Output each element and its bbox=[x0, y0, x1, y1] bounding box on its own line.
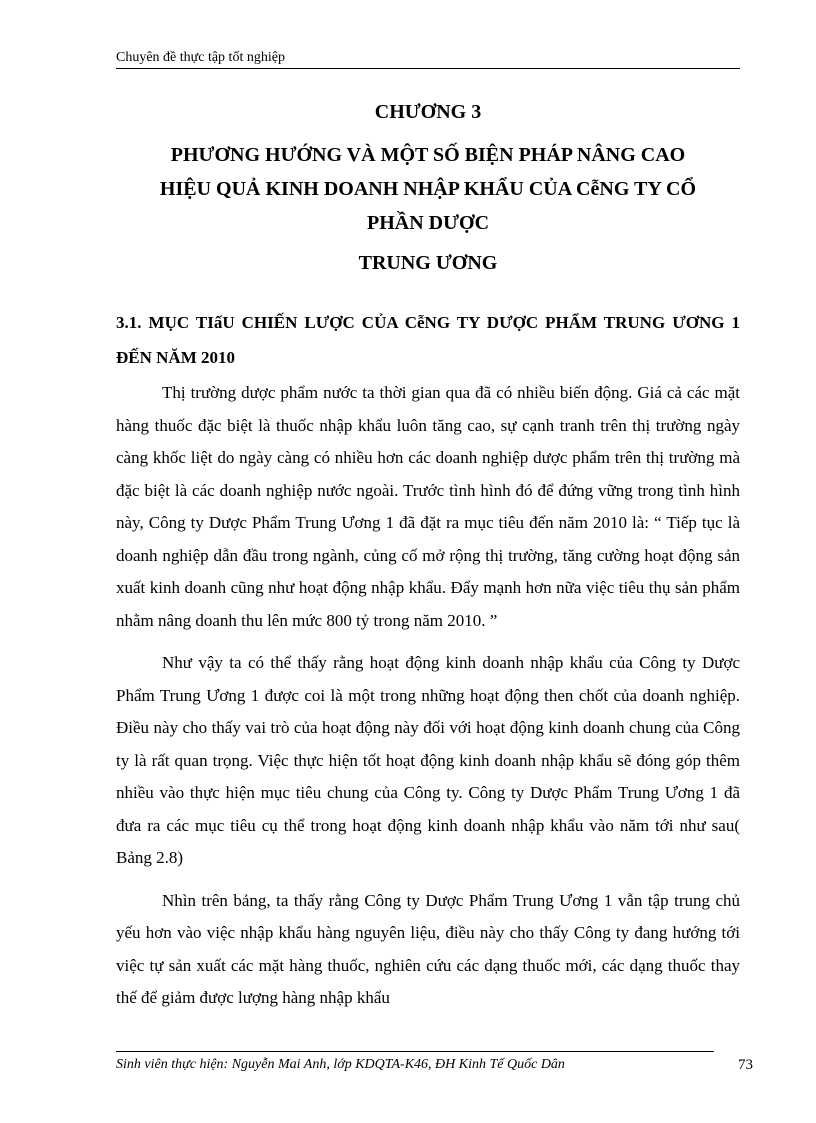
chapter-title-line: HIỆU QUẢ KINH DOANH NHẬP KHẨU CỦA CễNG TY CỔ bbox=[159, 178, 697, 200]
page-number: 73 bbox=[738, 1057, 753, 1073]
running-header: Chuyên đề thực tập tốt nghiệp bbox=[116, 49, 740, 69]
chapter-title-line: PHƯƠNG HƯỚNG VÀ MỘT SỐ BIỆN PHÁP NÂNG CAO bbox=[170, 144, 686, 166]
paragraph: Như vậy ta có thể thấy rằng hoạt động kinh doanh nhập khẩu của Công ty Dược Phẩm Trung Ương 1 được coi là một trong những hoạt động then chốt của doanh nghiệp. Điều này cho thấy vai trò của hoạt động này đối với hoạt động kinh doanh chung của Công ty là rất quan trọng. Việc thực hiện tốt hoạt động kinh doanh nhập khẩu sẽ đóng góp thêm nhiều vào thực hiện mục tiêu chung của Công ty. Công ty Dược Phẩm Trung Ương 1 đã đưa ra các mục tiêu cụ thể trong hoạt động kinh doanh nhập khẩu vào năm tới như sau( Bảng 2.8) bbox=[116, 653, 740, 867]
paragraph: Thị trường dược phẩm nước ta thời gian qua đã có nhiều biến động. Giá cả các mặt hàng thuốc đặc biệt là thuốc nhập khẩu luôn tăng cao, sự cạnh tranh trên thị trường ngày càng khốc liệt do ngày càng có nhiều hơn các doanh nghiệp dược phẩm trên thị trường mà đặc biệt là các doanh nghiệp nước ngoài. Trước tình hình đó để đứng vững trong tình hình này, Công ty Dược Phẩm Trung Ương 1 đã đặt ra mục tiêu đến năm 2010 là: “ Tiếp tục là doanh nghiệp dẫn đầu trong ngành, củng cố mở rộng thị trường, tăng cường hoạt động sản xuất kinh doanh cũng như hoạt động nhập khẩu. Đẩy mạnh hơn nữa việc tiêu thụ sản phẩm nhằm nâng doanh thu lên mức 800 tỷ trong năm 2010. ” bbox=[116, 383, 740, 630]
section-heading: 3.1. MỤC TIấU CHIẾN LƯỢC CỦA CễNG TY DƯỢC PHẨM TRUNG ƯƠNG 1 ĐẾN NĂM 2010 bbox=[116, 313, 740, 367]
footer-rule bbox=[116, 1051, 714, 1052]
chapter-title-block bbox=[116, 96, 740, 280]
chapter-title-subline: TRUNG ƯƠNG bbox=[358, 252, 498, 274]
footer-author: Sinh viên thực hiện: Nguyễn Mai Anh, lớp KDQTA-K46, ĐH Kinh Tế Quốc Dân bbox=[116, 1057, 565, 1072]
body-text bbox=[116, 377, 740, 1025]
chapter-title-line: PHẦN DƯỢC bbox=[366, 212, 490, 234]
chapter-label: CHƯƠNG 3 bbox=[374, 101, 482, 123]
paragraph: Nhìn trên bảng, ta thấy rằng Công ty Dược Phẩm Trung Ương 1 vẫn tập trung chủ yếu hơn vào việc nhập khẩu hàng nguyên liệu, điều này cho thấy Công ty đang hướng tới việc tự sản xuất các mặt hàng thuốc, nghiên cứu các dạng thuốc mới, các dạng thuốc thay thế để giảm được lượng hàng nhập khẩu bbox=[116, 890, 740, 1007]
